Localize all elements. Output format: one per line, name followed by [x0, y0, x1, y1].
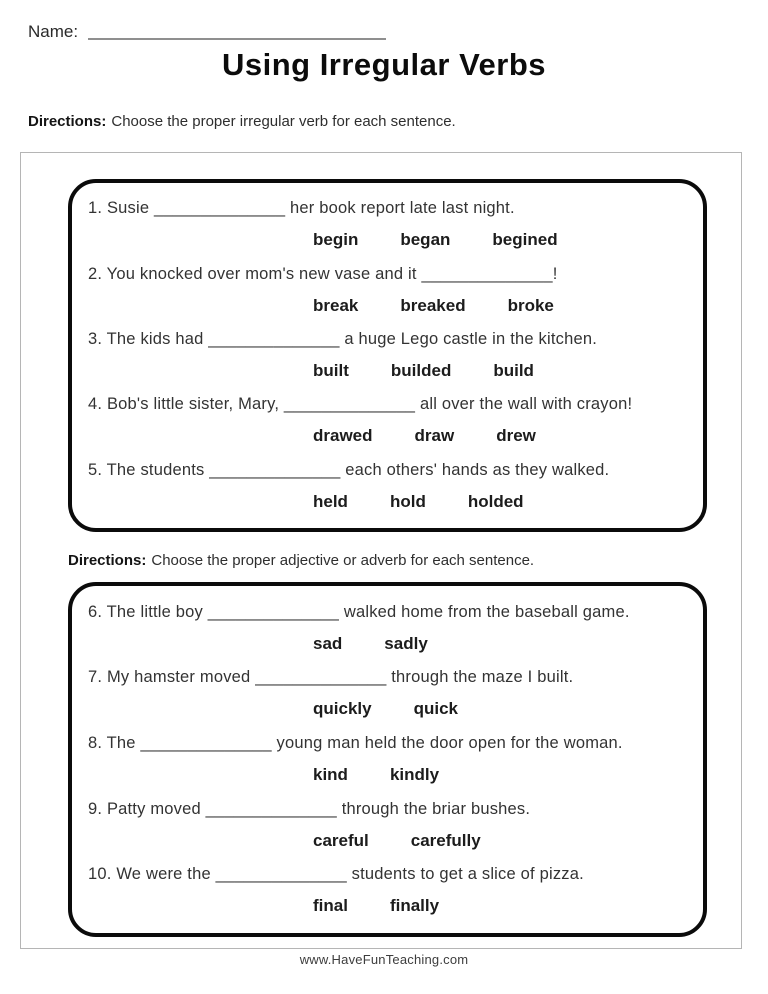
option-word: build [493, 360, 534, 380]
question-options [313, 426, 695, 446]
question-sentence: 9. Patty moved ______________ through the briar bushes. [88, 799, 531, 818]
question-row-8 [88, 734, 695, 785]
question-row-2 [88, 265, 695, 316]
question-row-6 [88, 603, 695, 654]
option-word: begin [313, 230, 359, 250]
question-row-4 [88, 395, 695, 446]
question-row-5 [88, 461, 695, 512]
name-label: Name: [28, 22, 79, 41]
option-word: break [313, 295, 359, 315]
option-word: finally [389, 896, 440, 916]
option-word: drawed [313, 426, 373, 446]
question-sentence: 5. The students ______________ each others' hands as they walked. [88, 460, 610, 479]
option-word: drew [496, 426, 536, 446]
question-sentence: 10. We were the ______________ students to get a slice of pizza. [88, 865, 584, 884]
directions-section-1 [28, 113, 456, 130]
page-title: Using Irregular Verbs [221, 47, 547, 82]
question-row-7 [88, 668, 695, 719]
option-word: sad [313, 633, 343, 653]
question-row-3 [88, 330, 695, 381]
question-sentence: 8. The ______________ young man held the door open for the woman. [88, 733, 623, 752]
question-row-1 [88, 199, 695, 250]
question-sentence: 3. The kids had ______________ a huge Lego castle in the kitchen. [88, 329, 597, 348]
option-word: holded [467, 491, 524, 511]
option-word: kind [313, 764, 348, 784]
question-options [313, 361, 695, 381]
directions-1-label: Directions: [28, 113, 107, 130]
option-word: began [400, 230, 451, 250]
option-word: breaked [400, 295, 466, 315]
option-word: carefully [410, 830, 481, 850]
question-box-verbs [68, 179, 707, 532]
question-options [313, 699, 695, 719]
option-word: quickly [313, 699, 372, 719]
question-sentence: 4. Bob's little sister, Mary, ______________ all over the wall with crayon! [88, 395, 633, 414]
option-word: draw [414, 426, 455, 446]
question-sentence: 1. Susie ______________ her book report late last night. [88, 199, 515, 218]
directions-2-label: Directions: [68, 552, 147, 569]
question-options [313, 634, 695, 654]
question-row-9 [88, 800, 695, 851]
question-box-adjectives-adverbs [68, 582, 707, 937]
question-options [313, 765, 695, 785]
option-word: begined [492, 230, 558, 250]
question-sentence: 6. The little boy ______________ walked home from the baseball game. [88, 602, 630, 621]
directions-section-2 [68, 552, 534, 569]
option-word: sadly [384, 633, 428, 653]
question-options [313, 492, 695, 512]
question-options [313, 296, 695, 316]
name-fill-in-line [88, 23, 386, 40]
option-word: quick [413, 699, 458, 719]
option-word: held [313, 491, 348, 511]
question-sentence: 2. You knocked over mom's new vase and it ______________! [88, 264, 558, 283]
question-options [313, 831, 695, 851]
question-sentence: 7. My hamster moved ______________ through the maze I built. [88, 668, 574, 687]
option-word: hold [389, 491, 426, 511]
question-row-10 [88, 865, 695, 916]
option-word: kindly [389, 764, 440, 784]
option-word: builded [390, 360, 452, 380]
option-word: broke [507, 295, 554, 315]
question-options [313, 896, 695, 916]
option-word: built [313, 360, 349, 380]
option-word: final [313, 896, 348, 916]
directions-1-text: Choose the proper irregular verb for each sentence. [111, 113, 456, 130]
directions-2-text: Choose the proper adjective or adverb for each sentence. [151, 552, 535, 569]
option-word: careful [313, 830, 369, 850]
footer-url: www.HaveFunTeaching.com [299, 952, 469, 967]
worksheet-outer-box [20, 152, 742, 949]
question-options [313, 230, 695, 250]
